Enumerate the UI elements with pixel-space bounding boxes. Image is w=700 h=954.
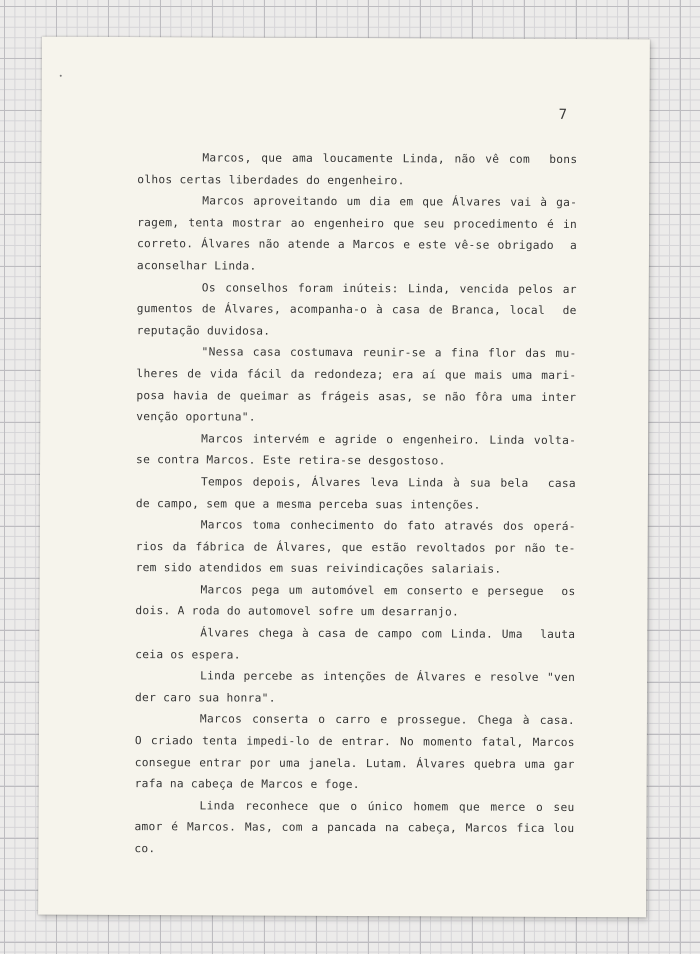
text-line: consegue entrar por uma janela. Lutam. Álvares quebra uma gar [134,755,575,771]
text-line: Marcos aproveitando um dia em que Álvares vai à ga- [202,194,578,210]
text-line: gumentos de Álvares, acompanha-o à casa de Branca, local de [136,302,577,318]
text-line: rafa na cabeça de Marcos e foge. [134,777,360,792]
text-line: ceia os espera. [135,647,241,662]
text-line: der caro sua honra". [135,690,276,705]
text-line: olhos certas liberdades do engenheiro. [137,172,405,187]
text-line: rios da fábrica de Álvares, que estão revoltados por não te- [135,539,576,555]
text-line: Marcos conserta o carro e prossegue. Chega à casa. [199,712,575,728]
text-line: reputação duvidosa. [136,323,271,338]
page-number: 7 [558,106,568,123]
typewritten-page [38,37,650,918]
text-line: Álvares chega à casa de campo com Linda. Uma lauta [200,626,576,642]
text-line: Linda percebe as intenções de Álvares e resolve "ven [200,669,576,685]
text-line: rem sido atendidos em suas reivindicações salariais. [135,561,502,576]
text-line: Linda reconhece que o único homem que merce o seu [199,799,575,814]
text-line: ragem, tenta mostrar ao engenheiro que seu procedimento é in [137,215,578,231]
ink-speck [60,75,62,77]
text-line: Marcos, que ama loucamente Linda, não vê com bons [202,151,578,167]
text-line: co. [134,842,156,856]
text-line: correto. Álvares não atende a Marcos e este vê-se obrigado a [136,237,578,253]
text-line: se contra Marcos. Este retira-se desgostoso. [136,453,446,468]
text-line: Marcos toma conhecimento do fato através dos operá- [200,518,576,534]
text-line: Marcos pega um automóvel em conserto e persegue os [200,583,576,598]
text-line: Os conselhos foram inúteis: Linda, vencida pelos ar [201,280,577,296]
text-line: Tempos depois, Álvares leva Linda à sua bela casa [200,475,577,490]
text-line: posa havia de queimar as frágeis asas, se não fôra uma inter [136,388,577,404]
text-line: lheres de vida fácil da redondeza; era aí que mais uma mari- [136,367,577,382]
text-line: Marcos intervém e agride o engenheiro. Linda volta- [201,432,577,447]
text-line: venção oportuna". [136,410,256,424]
text-line: "Nessa casa costumava reunir-se a fina flor das mu- [201,345,577,361]
text-line: de campo, sem que a mesma perceba suas intenções. [135,496,481,512]
text-line: amor é Marcos. Mas, com a pancada na cabeça, Marcos fica lou [134,820,575,836]
text-line: dois. A roda do automovel sofre um desarranjo. [135,604,460,619]
text-line: aconselhar Linda. [136,259,257,273]
text-line: O criado tenta impedi-lo de entrar. No momento fatal, Marcos [134,734,575,750]
typed-text-body [134,147,577,862]
